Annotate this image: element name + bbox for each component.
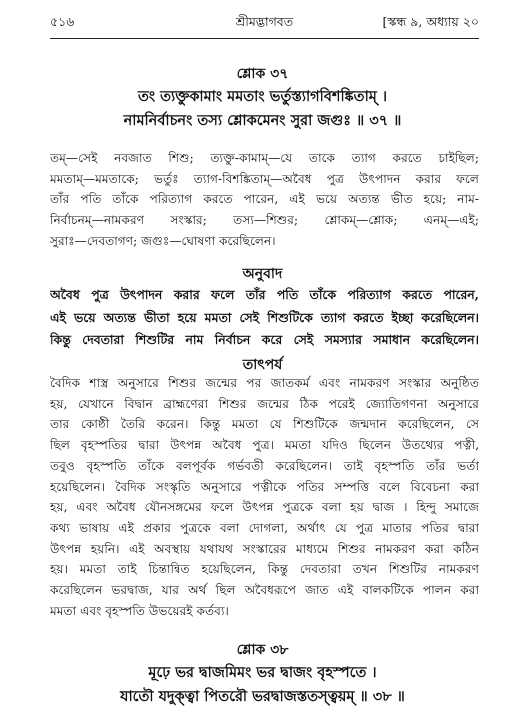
verse-38-line-2: যাতৌ যদুক্ত্বা পিতরৌ ভরদ্বাজস্ততস্ত্বয়ম্ ॥ ৩৮ ॥: [120, 688, 405, 705]
verse-37-line-2: নামনির্বাচনং তস্য শ্লোকমেনং সুরা জগুঃ ॥ ৩৭ ॥: [123, 112, 402, 129]
synonym-line: তাঁর পতি তাঁকে পরিত্যাগ করতে পারেন, এই ভয়ে অত্যন্ত ভীত হয়ে; নাম-: [50, 192, 479, 207]
verse-37-synonyms: [50, 148, 479, 252]
verse-38-heading: শ্লোক ৩৮: [236, 642, 289, 658]
header-divider: [50, 38, 479, 39]
page-number: ৫১৬: [50, 14, 75, 29]
purport-heading: তাৎপর্য: [242, 357, 283, 373]
purport-line: ছিল বৃহস্পতির দ্বারা উৎপন্ন অবৈধ পুত্র। মমতা যদিও ছিলেন উতথ্যের পত্নী,: [50, 438, 479, 453]
purport-line: বৈদিক শাস্ত্র অনুসারে শিশুর জন্মের পর জাতকর্ম এবং নামকরণ সংস্কার অনুষ্ঠিত: [50, 376, 479, 390]
purport-line: হয়। মমতা তাই চিন্তান্বিত হয়েছিলেন, কিন্তু দেবতারা তখন শিশুটির নামকরণ: [50, 562, 479, 577]
verse-37-purport: [50, 373, 479, 621]
translation-line: এই ভয়ে অত্যন্ত ভীতা হয়ে মমতা সেই শিশুটিকে ত্যাগ করতে ইচ্ছা করেছিলেন।: [50, 309, 479, 325]
page-header: [50, 14, 479, 36]
synonym-line: তম্—সেই নবজাত শিশু; ত্যক্তু-কামাম্—যে তাকে ত্যাগ করতে চাইছিল;: [50, 151, 479, 165]
synonym-line: সুরাঃ—দেবতাগণ; জগুঃ—ঘোষণা করেছিলেন।: [50, 233, 276, 248]
purport-line: হয়, যেখানে বিদ্বান ব্রাহ্মণেরা শিশুর জন্মের ঠিক পরেই জ্যোতিগণনা অনুসারে: [50, 396, 479, 411]
purport-line: উৎপন্ন হয়নি। এই অবস্থায় যথাযথ সংস্কারের মাধ্যমে শিশুর নামকরণ করা কঠিন: [50, 541, 479, 556]
synonym-line: নির্বাচনম্—নামকরণ সংস্কার; তস্য—শিশুর; শ্লোকম্—শ্লোক; এনম্—এই;: [50, 213, 479, 228]
purport-line: হয়েছিলেন। বৈদিক সংস্কৃতি অনুসারে পত্নীকে পতির সম্পত্তি বলে বিবেচনা করা: [50, 479, 479, 494]
chapter-reference: [স্কন্ধ ৯, অধ্যায় ২০: [382, 14, 479, 29]
book-title: শ্রীমদ্ভাগবত: [235, 14, 294, 29]
verse-37-line-1: তং ত্যক্তুকামাং মমতাং ভর্তুস্ত্যাগবিশঙ্কিতাম্ ।: [137, 88, 388, 105]
verse-37-translation: [50, 284, 479, 352]
purport-line: মমতা এবং বৃহস্পতি উভয়েরই কর্তব্য।: [50, 603, 229, 618]
translation-heading: অনুবাদ: [242, 266, 283, 282]
verse-37-heading: শ্লোক ৩৭: [236, 66, 289, 82]
purport-line: তবুও বৃহস্পতি তাঁকে বলপূর্বক গর্ভবতী করেছিলেন। তাই বৃহস্পতি তাঁর ভর্তা: [50, 458, 479, 473]
purport-line: তার কোষ্ঠী তৈরি করেন। কিন্তু মমতা যে শিশুটিকে জন্মদান করেছিলেন, সে: [50, 417, 479, 432]
synonym-line: মমতাম্—মমতাকে; ভর্তুঃ ত্যাগ-বিশঙ্কিতাম্—অবৈধ পুত্র উৎপাদন করার ফলে: [50, 171, 479, 186]
purport-line: কথ্য ভাষায় এই প্রকার পুত্রকে বলা দোগলা, অর্থাৎ যে পুত্র মাতার পতির দ্বারা: [50, 520, 479, 535]
translation-line: অবৈধ পুত্র উৎপাদন করার ফলে তাঁর পতি তাঁকে পরিত্যাগ করতে পারেন,: [50, 287, 479, 302]
purport-line: হয়, এবং অবৈধ যৌনসঙ্গমের ফলে উৎপন্ন পুত্রকে বলা হয় দ্বাজ । হিন্দু সমাজে: [50, 500, 479, 515]
purport-line: করেছিলেন ভরদ্বাজ, যার অর্থ ছিল অবৈধরূপে জাত এই বালকটিকে পালন করা: [50, 583, 479, 598]
verse-38-line-1: মূঢ়ে ভর দ্বাজমিমং ভর দ্বাজং বৃহস্পতে ।: [148, 664, 377, 681]
translation-line: কিন্তু দেবতারা শিশুটির নাম নির্বাচন করে সেই সমস্যার সমাধান করেছিলেন।: [50, 332, 479, 347]
